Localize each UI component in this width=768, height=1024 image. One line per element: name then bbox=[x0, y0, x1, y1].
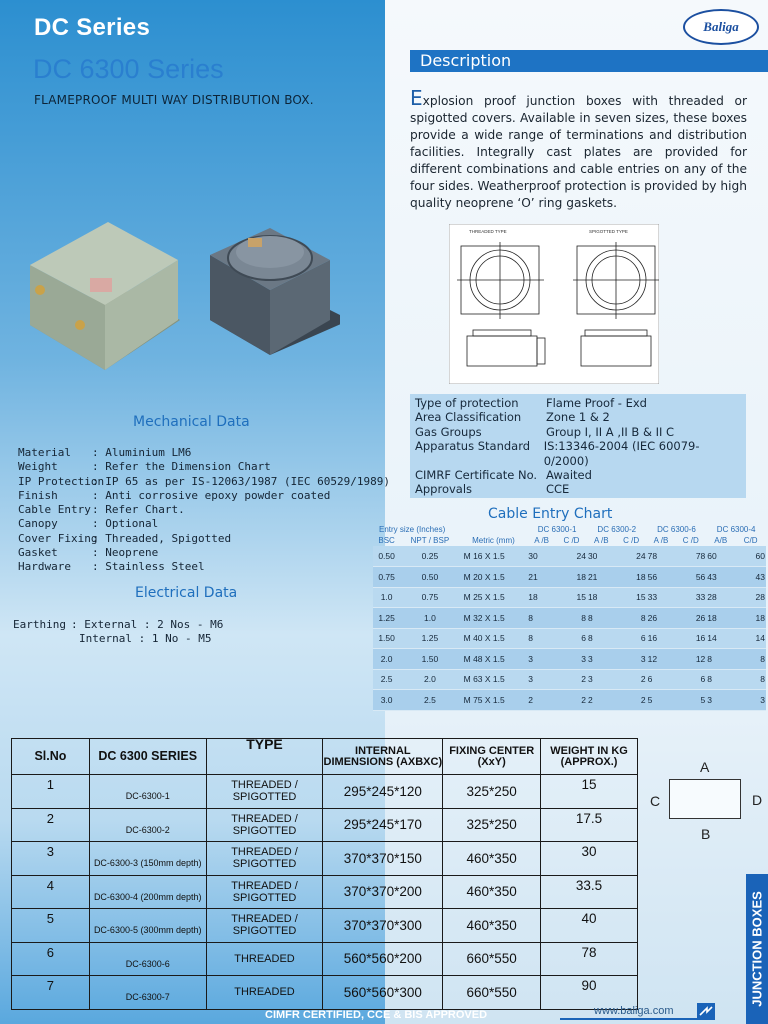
dark-box-image bbox=[210, 228, 340, 355]
mechanical-row bbox=[18, 489, 390, 503]
mechanical-row bbox=[18, 475, 390, 489]
cable-cell: 2.5 bbox=[373, 669, 400, 690]
cable-cell: 5 bbox=[647, 690, 676, 711]
cable-cell: 0.50 bbox=[373, 546, 400, 567]
cable-cell: 3 bbox=[527, 649, 556, 670]
dimension-cell-weight: 78 bbox=[541, 942, 638, 976]
cable-group-label: DC 6300-2 bbox=[597, 525, 637, 534]
cable-cell: 3.0 bbox=[373, 690, 400, 711]
dimension-cell-series: DC-6300-4 (200mm depth) bbox=[89, 875, 206, 909]
cable-cell: 3 bbox=[556, 649, 587, 670]
mechanical-row bbox=[18, 532, 390, 546]
technical-drawing bbox=[449, 224, 659, 384]
cable-cell: 18 bbox=[616, 567, 647, 588]
cable-column-label: A /B bbox=[653, 536, 669, 545]
cable-entry-table bbox=[373, 524, 766, 711]
cable-cell: 6 bbox=[616, 628, 647, 649]
cable-row bbox=[373, 690, 766, 711]
mechanical-data-title: Mechanical Data bbox=[133, 414, 250, 430]
cable-cell: 26 bbox=[647, 608, 676, 629]
dimension-cell-weight: 40 bbox=[541, 909, 638, 943]
series-title: DC Series bbox=[34, 14, 151, 41]
dimension-cell-fix: 460*350 bbox=[443, 842, 541, 876]
diagram-label-a: A bbox=[700, 759, 710, 775]
protection-row bbox=[415, 396, 741, 410]
mechanical-key: Canopy bbox=[18, 517, 58, 531]
dimension-header-cell: Sl.No bbox=[12, 739, 90, 775]
mechanical-value: : Neoprene bbox=[92, 546, 159, 560]
drawing-label-spigotted: SPIGOTTED TYPE bbox=[589, 229, 628, 234]
mechanical-value: : Refer the Dimension Chart bbox=[92, 460, 271, 474]
cable-cell: 12 bbox=[647, 649, 676, 670]
dimension-cell-series: DC-6300-3 (150mm depth) bbox=[89, 842, 206, 876]
cable-cell: 8 bbox=[706, 649, 735, 670]
cable-cell: 8 bbox=[735, 669, 766, 690]
protection-key: Approvals bbox=[415, 482, 473, 497]
footer-line bbox=[560, 1018, 715, 1020]
dimension-cell-fix: 460*350 bbox=[443, 875, 541, 909]
table-row bbox=[12, 942, 638, 976]
dimension-cell-type: THREADED / SPIGOTTED bbox=[206, 842, 323, 876]
cable-cell: 0.50 bbox=[400, 567, 459, 588]
cable-cell: 12 bbox=[675, 649, 706, 670]
dimension-cell-type: THREADED bbox=[206, 976, 323, 1010]
drawing-label-threaded: THREADED TYPE bbox=[469, 229, 507, 234]
cable-cell: 3 bbox=[587, 649, 616, 670]
dimension-cell-type: THREADED / SPIGOTTED bbox=[206, 775, 323, 809]
dimension-cell-weight: 15 bbox=[541, 775, 638, 809]
cable-cell: 18 bbox=[587, 587, 616, 608]
cable-row bbox=[373, 567, 766, 588]
entry-size-label: Entry size (Inches) bbox=[379, 525, 446, 534]
cable-cell: 1.25 bbox=[373, 608, 400, 629]
mechanical-value: : Threaded, Spigotted bbox=[92, 531, 232, 545]
dimension-cell-sl: 6 bbox=[12, 942, 90, 976]
protection-row bbox=[415, 482, 741, 496]
cable-row bbox=[373, 587, 766, 608]
cable-cell: M 16 X 1.5 bbox=[460, 546, 528, 567]
cable-cell: 14 bbox=[706, 628, 735, 649]
table-row bbox=[12, 775, 638, 809]
cable-cell: 43 bbox=[706, 567, 735, 588]
dimension-cell-dims: 370*370*300 bbox=[323, 909, 443, 943]
mechanical-row bbox=[18, 560, 390, 574]
dimension-cell-series: DC-6300-6 bbox=[89, 942, 206, 976]
protection-key: Apparatus Standard bbox=[415, 439, 531, 454]
cable-cell: 8 bbox=[527, 628, 556, 649]
dimension-header-cell: INTERNAL DIMENSIONS (AXBXC) bbox=[323, 739, 443, 775]
cable-cell: 8 bbox=[556, 608, 587, 629]
cable-cell: 30 bbox=[587, 546, 616, 567]
description-heading: Description bbox=[410, 50, 768, 72]
protection-value: Zone 1 & 2 bbox=[546, 410, 610, 425]
cable-cell: 16 bbox=[675, 628, 706, 649]
cable-cell: 21 bbox=[587, 567, 616, 588]
dimension-cell-fix: 325*250 bbox=[443, 808, 541, 842]
cable-cell: 5 bbox=[675, 690, 706, 711]
dimension-cell-fix: 660*550 bbox=[443, 976, 541, 1010]
cable-cell: 1.25 bbox=[400, 628, 459, 649]
cable-column-label: NPT / BSP bbox=[410, 536, 450, 545]
product-photo bbox=[20, 140, 340, 385]
dimension-cell-dims: 295*245*170 bbox=[323, 808, 443, 842]
dimension-header-cell: FIXING CENTER (XxY) bbox=[443, 739, 541, 775]
cable-cell: 0.75 bbox=[400, 587, 459, 608]
earthing-external-row bbox=[13, 618, 223, 632]
cable-cell: 3 bbox=[735, 690, 766, 711]
dimension-cell-sl: 5 bbox=[12, 909, 90, 943]
mechanical-key: Finish bbox=[18, 488, 58, 502]
mechanical-key: IP Protection bbox=[18, 474, 105, 488]
dimension-header-cell: TYPE bbox=[206, 739, 323, 775]
diagram-label-d: D bbox=[752, 792, 763, 808]
cable-cell: 21 bbox=[527, 567, 556, 588]
cable-cell: 18 bbox=[527, 587, 556, 608]
mechanical-key: Cable Entry bbox=[18, 503, 91, 517]
cable-group-label: DC 6300-4 bbox=[716, 525, 756, 534]
mechanical-value: : Refer Chart. bbox=[92, 503, 185, 517]
cable-column-label: A/B bbox=[714, 536, 728, 545]
mechanical-row bbox=[18, 460, 390, 474]
cable-cell: 1.50 bbox=[400, 649, 459, 670]
mechanical-key: Weight bbox=[18, 460, 58, 474]
cable-cell: 56 bbox=[647, 567, 676, 588]
mechanical-key: Gasket bbox=[18, 546, 58, 560]
dimension-cell-fix: 325*250 bbox=[443, 775, 541, 809]
cable-cell: 0.75 bbox=[373, 567, 400, 588]
cable-cell: 6 bbox=[647, 669, 676, 690]
cable-cell: 28 bbox=[735, 587, 766, 608]
mechanical-key: Hardware bbox=[18, 560, 71, 574]
dimension-cell-series: DC-6300-7 bbox=[89, 976, 206, 1010]
protection-row bbox=[415, 468, 741, 482]
dimension-cell-dims: 560*560*300 bbox=[323, 976, 443, 1010]
cable-row bbox=[373, 649, 766, 670]
dimension-cell-fix: 660*550 bbox=[443, 942, 541, 976]
cable-cell: 1.50 bbox=[373, 628, 400, 649]
diagram-label-c: C bbox=[650, 793, 661, 809]
cable-group-label: DC 6300-6 bbox=[657, 525, 696, 534]
model-title: DC 6300 Series bbox=[33, 54, 224, 84]
mechanical-row bbox=[18, 503, 390, 517]
cable-cell: 8 bbox=[735, 649, 766, 670]
earthing-label: Earthing bbox=[13, 618, 66, 631]
cable-column-label: C/D bbox=[743, 536, 758, 545]
cable-cell: 2 bbox=[556, 669, 587, 690]
cable-cell: 24 bbox=[556, 546, 587, 567]
dimension-header-cell: WEIGHT IN KG (APPROX.) bbox=[541, 739, 638, 775]
cable-cell: 2 bbox=[616, 669, 647, 690]
dimension-cell-series: DC-6300-2 bbox=[89, 808, 206, 842]
dimension-cell-sl: 7 bbox=[12, 976, 90, 1010]
mechanical-value: : IP 65 as per IS-12063/1987 (IEC 60529/1989) bbox=[92, 474, 391, 488]
cable-column-label: A /B bbox=[593, 536, 609, 545]
table-row bbox=[12, 976, 638, 1010]
cable-cell: 2 bbox=[587, 690, 616, 711]
cable-cell: 18 bbox=[735, 608, 766, 629]
mechanical-value: : Anti corrosive epoxy powder coated bbox=[92, 488, 331, 502]
arrow-icon bbox=[697, 1003, 715, 1019]
logo-text: Baliga bbox=[703, 19, 739, 34]
junction-boxes-tab bbox=[746, 874, 768, 1024]
dimension-cell-sl: 2 bbox=[12, 808, 90, 842]
dimension-cell-type: THREADED / SPIGOTTED bbox=[206, 909, 323, 943]
cable-cell: 30 bbox=[527, 546, 556, 567]
cable-cell: 8 bbox=[587, 628, 616, 649]
cable-cell: M 32 X 1.5 bbox=[460, 608, 528, 629]
mechanical-value: : Stainless Steel bbox=[92, 560, 205, 574]
cable-cell: 14 bbox=[735, 628, 766, 649]
cable-chart-title: Cable Entry Chart bbox=[488, 506, 613, 522]
protection-key: Type of protection bbox=[415, 396, 519, 410]
table-row bbox=[12, 909, 638, 943]
cable-cell: 1.0 bbox=[373, 587, 400, 608]
grey-box-image bbox=[30, 222, 180, 370]
certification-footer: CIMFR CERTIFIED, CCE & BIS APPROVED bbox=[265, 1009, 488, 1021]
cable-cell: 2.0 bbox=[400, 669, 459, 690]
cable-cell: 6 bbox=[556, 628, 587, 649]
dimension-cell-dims: 295*245*120 bbox=[323, 775, 443, 809]
cable-cell: 3 bbox=[706, 690, 735, 711]
description-body: xplosion proof junction boxes with threaded or spigotted covers. Available in seven sizes, these boxes provide a wide range of terminations and distribution facilities. Integrally cast plates are provided for different combinations and cable entries on any of the four sides. Weatherproof protection is provided by high quality neoprene ‘O’ ring gaskets. bbox=[410, 94, 747, 210]
mechanical-key: Cover Fixing bbox=[18, 531, 98, 545]
cable-cell: 3 bbox=[616, 649, 647, 670]
cable-column-label: C /D bbox=[563, 536, 580, 545]
cable-cell: 3 bbox=[527, 669, 556, 690]
protection-specs bbox=[410, 394, 746, 498]
cable-cell: 28 bbox=[706, 587, 735, 608]
cable-row bbox=[373, 628, 766, 649]
protection-key: Gas Groups bbox=[415, 424, 482, 439]
electrical-data-title: Electrical Data bbox=[135, 585, 238, 601]
dimension-table bbox=[11, 738, 638, 1010]
protection-row bbox=[415, 410, 741, 424]
mechanical-row bbox=[18, 546, 390, 560]
cable-cell: 8 bbox=[527, 608, 556, 629]
cable-cell: 8 bbox=[616, 608, 647, 629]
dimension-cell-type: THREADED / SPIGOTTED bbox=[206, 808, 323, 842]
cable-cell: 3 bbox=[587, 669, 616, 690]
mechanical-value: : Aluminium LM6 bbox=[92, 446, 192, 459]
dimension-cell-weight: 17.5 bbox=[541, 808, 638, 842]
cable-cell: 33 bbox=[675, 587, 706, 608]
website-link[interactable]: www.baliga.com bbox=[594, 1005, 674, 1017]
cable-cell: M 40 X 1.5 bbox=[460, 628, 528, 649]
side-tab-label: JUNCTION BOXES bbox=[749, 891, 765, 1007]
dimension-cell-type: THREADED bbox=[206, 942, 323, 976]
cable-cell: 15 bbox=[556, 587, 587, 608]
description-text bbox=[410, 86, 747, 212]
earthing-internal-row bbox=[13, 632, 223, 646]
cable-cell: M 25 X 1.5 bbox=[460, 587, 528, 608]
protection-key: CIMRF Certificate No. bbox=[415, 468, 538, 483]
earthing-external: : External : 2 Nos - M6 bbox=[71, 618, 224, 631]
cable-cell: 78 bbox=[647, 546, 676, 567]
cable-cell: M 75 X 1.5 bbox=[460, 690, 528, 711]
diagram-label-b: B bbox=[701, 826, 711, 842]
protection-key: Area Classification bbox=[415, 410, 522, 425]
dimension-cell-weight: 33.5 bbox=[541, 875, 638, 909]
cable-column-label: BSC bbox=[378, 536, 395, 545]
cable-cell: 26 bbox=[675, 608, 706, 629]
cable-cell: 16 bbox=[647, 628, 676, 649]
product-subtitle: FLAMEPROOF MULTI WAY DISTRIBUTION BOX. bbox=[34, 93, 314, 107]
cable-column-label: C /D bbox=[623, 536, 640, 545]
protection-value: Awaited bbox=[546, 468, 592, 483]
dimension-cell-fix: 460*350 bbox=[443, 909, 541, 943]
table-row bbox=[12, 842, 638, 876]
protection-row bbox=[415, 439, 741, 468]
diagram-box bbox=[669, 779, 741, 819]
cable-group-header bbox=[373, 524, 766, 535]
dimension-cell-series: DC-6300-5 (300mm depth) bbox=[89, 909, 206, 943]
dimension-cell-dims: 370*370*150 bbox=[323, 842, 443, 876]
cable-cell: 2.0 bbox=[373, 649, 400, 670]
dimension-cell-sl: 4 bbox=[12, 875, 90, 909]
cable-cell: M 48 X 1.5 bbox=[460, 649, 528, 670]
cable-cell: 60 bbox=[735, 546, 766, 567]
protection-row bbox=[415, 425, 741, 439]
dimension-cell-weight: 90 bbox=[541, 976, 638, 1010]
cable-cell: 8 bbox=[587, 608, 616, 629]
cable-cell: 2.5 bbox=[400, 690, 459, 711]
cable-cell: 1.0 bbox=[400, 608, 459, 629]
cable-group-label: DC 6300-1 bbox=[537, 525, 577, 534]
table-row bbox=[12, 875, 638, 909]
cable-cell: 24 bbox=[616, 546, 647, 567]
cable-cell: 8 bbox=[706, 669, 735, 690]
table-row bbox=[12, 808, 638, 842]
protection-value: Group I, II A ,II B & II C bbox=[546, 424, 675, 439]
dimension-cell-series: DC-6300-1 bbox=[89, 775, 206, 809]
dimension-table-header bbox=[12, 739, 638, 775]
cable-row bbox=[373, 546, 766, 567]
cable-column-header bbox=[373, 535, 766, 546]
description-initial: E bbox=[410, 86, 423, 110]
mechanical-row bbox=[18, 517, 390, 531]
cable-cell: 43 bbox=[735, 567, 766, 588]
electrical-data bbox=[13, 618, 223, 647]
baliga-logo bbox=[683, 9, 759, 45]
dimension-cell-dims: 560*560*200 bbox=[323, 942, 443, 976]
cable-cell: M 20 X 1.5 bbox=[460, 567, 528, 588]
cable-cell: 6 bbox=[675, 669, 706, 690]
cable-column-label: Metric (mm) bbox=[472, 536, 515, 545]
dimension-cell-sl: 1 bbox=[12, 775, 90, 809]
cable-cell: 0.25 bbox=[400, 546, 459, 567]
cable-cell: 2 bbox=[527, 690, 556, 711]
mechanical-data-list bbox=[18, 446, 390, 575]
mechanical-key: Material bbox=[18, 446, 71, 459]
dimension-cell-dims: 370*370*200 bbox=[323, 875, 443, 909]
dimension-cell-sl: 3 bbox=[12, 842, 90, 876]
cable-column-label: A /B bbox=[534, 536, 549, 545]
mechanical-value: : Optional bbox=[92, 517, 159, 531]
cable-cell: 18 bbox=[556, 567, 587, 588]
cable-cell: 60 bbox=[706, 546, 735, 567]
mechanical-row bbox=[18, 446, 390, 460]
cable-column-label: C /D bbox=[682, 536, 699, 545]
cable-cell: 15 bbox=[616, 587, 647, 608]
protection-value: IS:13346-2004 (IEC 60079-0/2000) bbox=[543, 439, 700, 468]
cable-cell: 2 bbox=[556, 690, 587, 711]
cable-cell: 78 bbox=[675, 546, 706, 567]
cable-cell: M 63 X 1.5 bbox=[460, 669, 528, 690]
protection-value: CCE bbox=[546, 482, 570, 497]
dimension-cell-type: THREADED / SPIGOTTED bbox=[206, 875, 323, 909]
dimension-header-cell: DC 6300 SERIES bbox=[89, 739, 206, 775]
cable-row bbox=[373, 608, 766, 629]
cable-cell: 33 bbox=[647, 587, 676, 608]
cable-row bbox=[373, 669, 766, 690]
protection-value: Flame Proof - Exd bbox=[546, 396, 647, 410]
dimension-cell-weight: 30 bbox=[541, 842, 638, 876]
cable-cell: 18 bbox=[706, 608, 735, 629]
cable-cell: 56 bbox=[675, 567, 706, 588]
cable-cell: 2 bbox=[616, 690, 647, 711]
earthing-internal: Internal : 1 No - M5 bbox=[79, 632, 212, 646]
